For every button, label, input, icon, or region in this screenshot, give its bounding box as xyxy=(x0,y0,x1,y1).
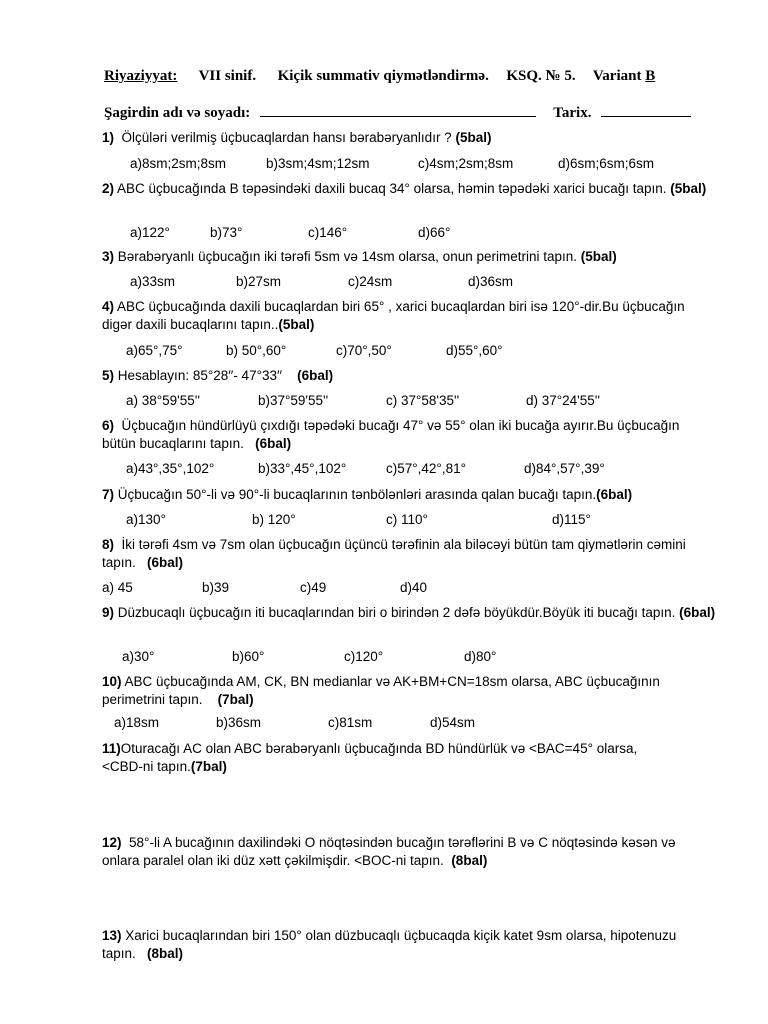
option-b: b)37°59'55'' xyxy=(258,393,329,408)
option-d: d)55°,60° xyxy=(446,343,503,358)
question-4 xyxy=(102,298,716,334)
question-text: Hesablayın: 85°28′′- 47°33′′ xyxy=(117,368,283,383)
question-5 xyxy=(102,367,722,385)
question-number: 13) xyxy=(102,928,122,943)
option-b: b) 120° xyxy=(252,512,296,527)
option-a: a)65°,75° xyxy=(126,343,183,358)
option-b: b)27sm xyxy=(236,274,282,289)
question-text: İki tərəfi 4sm və 7sm olan üçbucağın üçüncü tərəfinin ala biləcəyi bütün tam qiymətlərin cəmini tapın. xyxy=(102,537,686,570)
question-text: Üçbucağın 50°-li və 90°-li bucaqlarının tənbölənləri arasında qalan bucağı tapın. xyxy=(117,487,597,502)
option-d: d)6sm;6sm;6sm xyxy=(558,156,655,171)
option-a: a) 45 xyxy=(102,580,133,595)
subject-label: Riyaziyyat: xyxy=(104,68,178,84)
option-c: c)4sm;2sm;8sm xyxy=(418,156,514,171)
option-c: c)24sm xyxy=(348,274,393,289)
option-b: b)39 xyxy=(202,580,230,595)
option-a: a) 38°59'55'' xyxy=(126,393,200,408)
option-a: a)122° xyxy=(130,225,170,240)
question-points: (6bal) xyxy=(255,436,292,451)
question-1 xyxy=(102,129,722,147)
question-number: 7) xyxy=(102,487,115,502)
question-points: (6bal) xyxy=(679,605,716,620)
grade-label: VII sinif. xyxy=(198,68,257,84)
question-points: (6bal) xyxy=(596,487,633,502)
question-6 xyxy=(102,417,716,453)
question-number: 6) xyxy=(102,418,115,433)
option-b: b)36sm xyxy=(216,715,262,730)
option-d: d)40 xyxy=(400,580,428,595)
question-3 xyxy=(102,248,722,266)
question-text: Oturacağı AC olan ABC bərabəryanlı üçbucağında BD hündürlük və <BAC=45° olarsa,<CBD-ni tapın. xyxy=(102,741,638,774)
question-12 xyxy=(102,834,716,870)
question-number: 12) xyxy=(102,835,122,850)
question-2 xyxy=(102,180,716,198)
question-points: (7bal) xyxy=(217,692,254,707)
question-points: (6bal) xyxy=(297,368,334,383)
date-label: Tarix. xyxy=(553,105,592,121)
question-7 xyxy=(102,486,722,504)
question-points: (5bal) xyxy=(580,249,617,264)
question-text: Düzbucaqlı üçbucağın iti bucaqlarından biri o birindən 2 dəfə böyükdür.Böyük iti bucağı tapın. xyxy=(117,605,676,620)
question-text: Ölçüləri verilmiş üçbucaqlardan hansı bərabəryanlıdır ? xyxy=(121,130,452,145)
option-a: a)130° xyxy=(126,512,166,527)
question-text: ABC üçbucağında AM, CK, BN medianlar və AK+BM+CN=18sm olarsa, ABC üçbucağının perimetrini tapın. xyxy=(102,674,660,707)
question-number: 1) xyxy=(102,130,115,145)
question-number: 9) xyxy=(102,605,115,620)
question-points: (5bal) xyxy=(670,181,707,196)
option-b: b)60° xyxy=(232,649,265,664)
question-points: (8bal) xyxy=(451,853,488,868)
question-number: 10) xyxy=(102,674,122,689)
worksheet-header xyxy=(104,68,655,85)
option-b: b)33°,45°,102° xyxy=(258,461,347,476)
question-number: 3) xyxy=(102,249,115,264)
option-d: d)36sm xyxy=(468,274,514,289)
option-d: d)66° xyxy=(418,225,451,240)
question-13 xyxy=(102,927,716,963)
question-text: Xarici bucaqlarından biri 150° olan düzbucaqlı üçbucaqda kiçik katet 9sm olarsa, hipotenuzu tapın. xyxy=(102,928,677,961)
question-text: Üçbucağın hündürlüyü çıxdığı təpədəki bucağı 47° və 55° olan iki bucağa ayırır.Bu üçbucağın bütün bucaqlarını tapın. xyxy=(102,418,680,451)
variant-label: Variant xyxy=(592,68,642,84)
option-c: c)120° xyxy=(344,649,384,664)
question-8 xyxy=(102,536,716,572)
option-c: c)49 xyxy=(300,580,327,595)
question-text: 58°-li A bucağının daxilindəki O nöqtəsindən bucağın tərəflərini B və C nöqtəsində kəsən və onlara paralel olan iki düz xətt çəkilmişdir. <BOC-ni tapın. xyxy=(102,835,676,868)
assessment-title: Kiçik summativ qiymətləndirmə. xyxy=(277,68,489,84)
question-points: (5bal) xyxy=(455,130,492,145)
option-c: c) 37°58'35'' xyxy=(386,393,460,408)
student-name-label: Şagirdin adı və soyadı: xyxy=(104,105,251,121)
option-b: b)3sm;4sm;12sm xyxy=(266,156,370,171)
variant-value: B xyxy=(645,68,656,84)
question-number: 11) xyxy=(102,741,121,756)
option-d: d)54sm xyxy=(430,715,476,730)
question-number: 4) xyxy=(102,299,115,314)
option-a: a)33sm xyxy=(130,274,176,289)
question-points: (7bal) xyxy=(190,759,227,774)
option-a: a)43°,35°,102° xyxy=(126,461,215,476)
question-number: 8) xyxy=(102,537,115,552)
option-a: a)8sm;2sm;8sm xyxy=(130,156,227,171)
option-b: b)73° xyxy=(210,225,243,240)
question-points: (8bal) xyxy=(147,946,184,961)
option-b: b) 50°,60° xyxy=(226,343,287,358)
question-9 xyxy=(102,604,716,622)
date-field[interactable] xyxy=(601,104,691,117)
option-d: d)84°,57°,39° xyxy=(524,461,605,476)
option-c: c)146° xyxy=(308,225,348,240)
question-number: 2) xyxy=(102,181,115,196)
question-10 xyxy=(102,673,716,709)
question-points: (5bal) xyxy=(278,317,315,332)
question-points: (6bal) xyxy=(147,555,184,570)
question-text: ABC üçbucağında daxili bucaqlardan biri 65° , xarici bucaqlardan biri isə 120°-dir.Bu üçbucağın digər daxili bucaqlarını tapın.. xyxy=(102,299,685,332)
question-text: ABC üçbucağında B təpəsindəki daxili bucaq 34° olarsa, həmin təpədəki xarici bucağı tapın. xyxy=(117,181,667,196)
option-a: a)30° xyxy=(122,649,155,664)
option-d: d)115° xyxy=(552,512,591,527)
option-a: a)18sm xyxy=(114,715,160,730)
option-d: d) 37°24'55'' xyxy=(526,393,600,408)
question-number: 5) xyxy=(102,368,115,383)
option-c: c)57°,42°,81° xyxy=(386,461,466,476)
option-d: d)80° xyxy=(464,649,497,664)
student-info-line xyxy=(104,104,691,122)
option-c: c)70°,50° xyxy=(336,343,392,358)
question-11 xyxy=(102,740,642,776)
student-name-field[interactable] xyxy=(260,104,536,117)
question-text: Bərabəryanlı üçbucağın iki tərəfi 5sm və 14sm olarsa, onun perimetrini tapın. xyxy=(117,249,578,264)
option-c: c)81sm xyxy=(328,715,373,730)
ksq-number: KSQ. № 5. xyxy=(506,68,576,84)
option-c: c) 110° xyxy=(386,512,428,527)
